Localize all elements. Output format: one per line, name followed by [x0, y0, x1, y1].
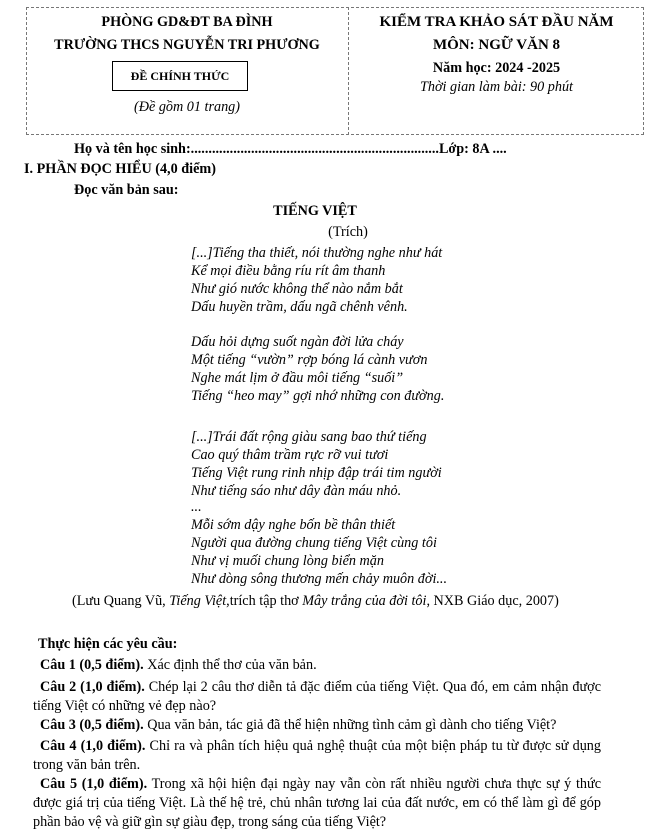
question-label: Câu 1 (0,5 điểm). — [40, 657, 144, 673]
question-3 — [33, 716, 601, 735]
question-text: Chép lại 2 câu thơ diễn tả đặc điểm của tiếng Việt. Qua đó, em cảm nhận được tiếng Việt có những vẻ đẹp nào? — [33, 679, 601, 714]
question-label: Câu 5 (1,0 điểm). — [40, 776, 148, 792]
poem-ellipsis: ... — [191, 499, 202, 515]
school-year: Năm học: 2024 -2025 — [432, 60, 561, 76]
official-exam-stamp: ĐỀ CHÍNH THỨC — [112, 61, 248, 91]
subject: MÔN: NGỮ VĂN 8 — [432, 37, 561, 53]
school-name: TRƯỜNG THCS NGUYỄN TRI PHƯƠNG — [54, 37, 320, 53]
exam-duration: Thời gian làm bài: 90 phút — [419, 79, 573, 95]
poem-line: Cao quý thâm trầm rực rỡ vui tươi — [191, 447, 389, 463]
class-label: Lớp: 8A .... — [438, 141, 507, 157]
question-label: Câu 3 (0,5 điểm). — [40, 717, 144, 733]
student-name-line — [74, 141, 507, 158]
poem-line: [...]Trái đất rộng giàu sang bao thứ tiếng — [191, 429, 427, 445]
question-2 — [33, 678, 601, 716]
question-label: Câu 4 (1,0 điểm). — [40, 738, 146, 754]
poem-line: Người qua đường chung tiếng Việt cùng tôi — [191, 535, 437, 551]
poem-line: Mỗi sớm dậy nghe bốn bề thân thiết — [191, 517, 396, 533]
question-text: Qua văn bản, tác giả đã thể hiện những tình cảm gì dành cho tiếng Việt? — [143, 717, 557, 733]
poem-line: Như tiếng sáo như dây đàn máu nhỏ. — [191, 483, 402, 499]
source-suffix: , NXB Giáo dục, 2007) — [426, 593, 559, 609]
requirements-heading: Thực hiện các yêu cầu: — [38, 636, 178, 652]
poem-line: Như gió nước không thể nào nắm bắt — [191, 281, 403, 297]
poem-line: Tiếng Việt rung rinh nhịp đập trái tim người — [191, 465, 442, 481]
poem-title: TIẾNG VIỆT — [273, 203, 357, 219]
section-heading: I. PHẦN ĐỌC HIỂU (4,0 điểm) — [24, 161, 216, 177]
question-5 — [33, 775, 601, 832]
reading-instruction: Đọc văn bản sau: — [74, 182, 179, 198]
department-name: PHÒNG GD&ĐT BA ĐÌNH — [101, 14, 273, 30]
pages-note: (Đề gồm 01 trang) — [134, 99, 240, 115]
poem-line: Tiếng “heo may” gợi nhớ những con đường. — [191, 388, 445, 404]
question-text: Chỉ ra và phân tích hiệu quả nghệ thuật của một biện pháp tu từ được sử dụng trong văn bản trên. — [33, 738, 601, 773]
question-1 — [33, 656, 601, 675]
poem-line: Nghe mát lịm ở đầu môi tiếng “suối” — [191, 370, 404, 386]
question-label: Câu 2 (1,0 điểm). — [40, 679, 145, 695]
poem-line: Như dòng sông thương mến chảy muôn đời... — [191, 571, 448, 587]
poem-line: Dấu hỏi dựng suốt ngàn đời lửa cháy — [191, 334, 404, 350]
poem-line: Kể mọi điều bằng ríu rít âm thanh — [191, 263, 386, 279]
source-collection: Mây trắng của đời tôi — [302, 593, 427, 609]
source-work: Tiếng Việt — [169, 593, 227, 609]
question-text: Trong xã hội hiện đại ngày nay vẫn còn rất nhiều người chưa thực sự ý thức được giá trị của tiếng Việt. Là thế hệ trẻ, chủ nhân tương lai của đất nước, em có thể làm gì để góp phần bảo vệ và giữ gìn sự giàu đẹp, trong sáng của tiếng Việt? — [33, 776, 601, 830]
poem-subtitle: (Trích) — [328, 224, 368, 240]
poem-source — [72, 593, 559, 610]
student-name-label: Họ và tên học sinh:...................................................................... — [74, 141, 439, 157]
source-mid: ,trích tập thơ — [226, 593, 303, 609]
poem-line: [...]Tiếng tha thiết, nói thường nghe như hát — [191, 245, 443, 261]
question-4 — [33, 737, 601, 775]
poem-line: Một tiếng “vườn” rợp bóng lá cành vươn — [191, 352, 428, 368]
source-prefix: (Lưu Quang Vũ, — [72, 593, 170, 609]
poem-line: Dấu huyền trầm, dấu ngã chênh vênh. — [191, 299, 408, 315]
exam-title: KIỂM TRA KHẢO SÁT ĐẦU NĂM — [379, 14, 614, 30]
question-text: Xác định thể thơ của văn bản. — [143, 657, 317, 673]
poem-line: Như vị muối chung lòng biển mặn — [191, 553, 384, 569]
